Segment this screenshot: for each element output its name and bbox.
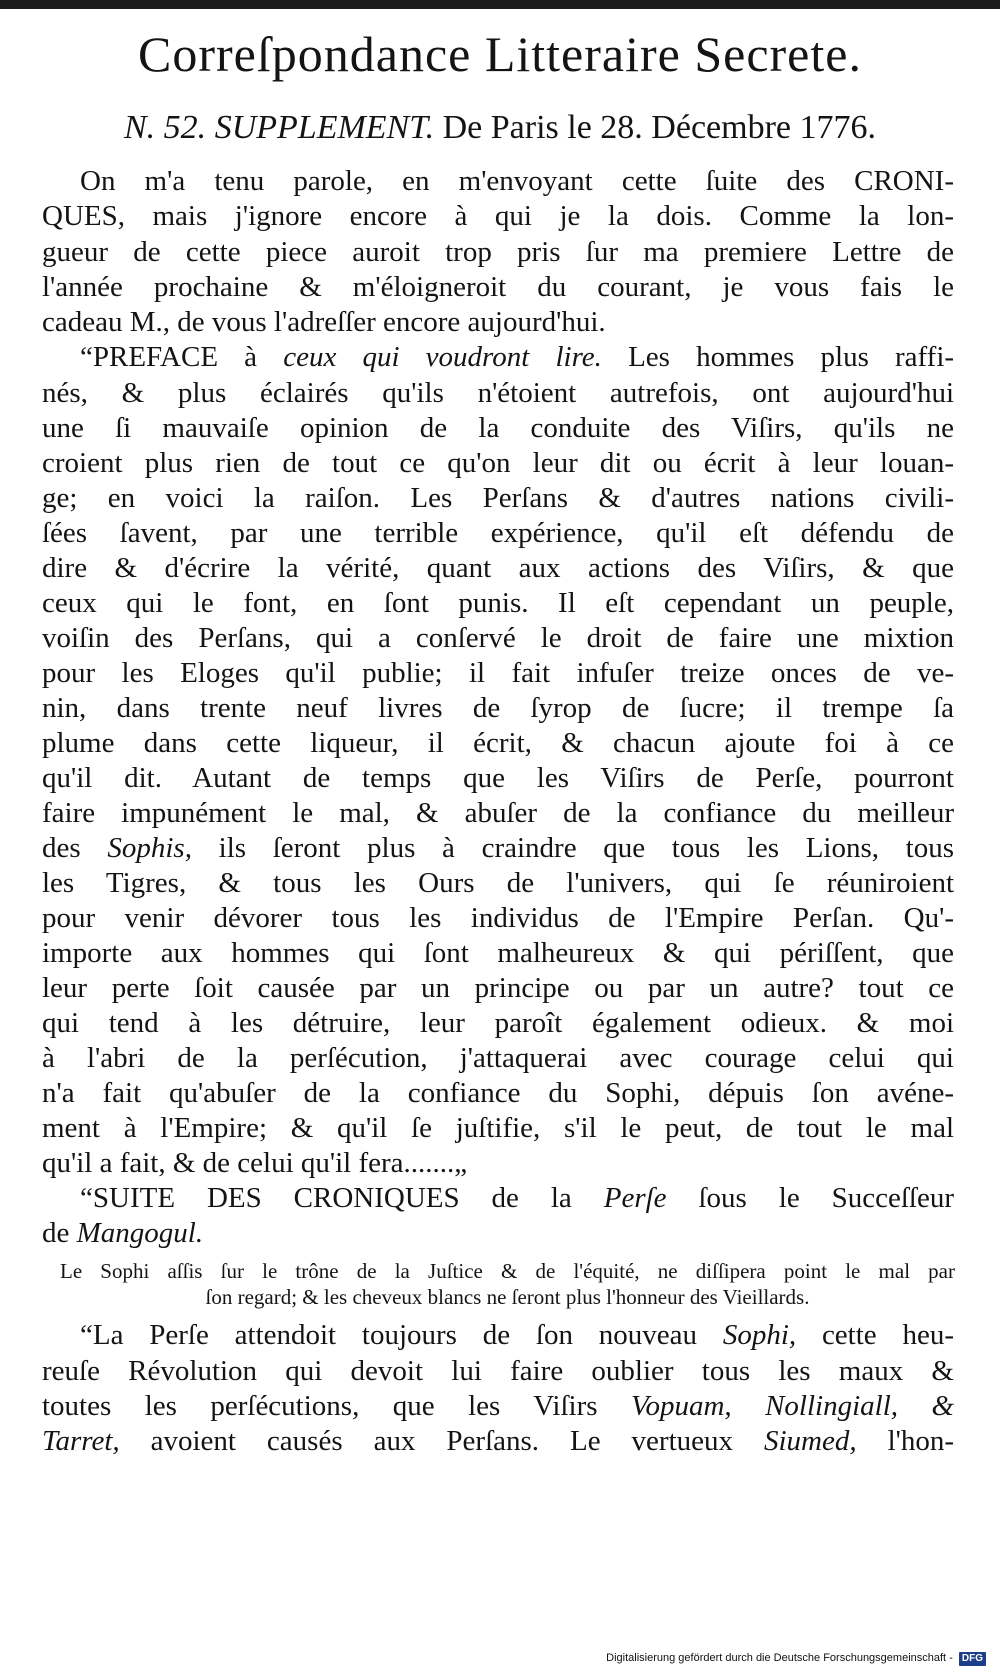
text-line: ge; en voici la raiſon. Les Perſans & d'autres nations civili- (42, 482, 954, 514)
text-line: une ſi mauvaiſe opinion de la conduite des Viſirs, qu'ils ne (42, 412, 954, 444)
text-line: pour les Eloges qu'il publie; il fait infuſer treize onces de ve- (42, 657, 954, 689)
page-title: Correſpondance Litteraire Secrete. (138, 26, 862, 82)
text-line: importe aux hommes qui ſont malheureux & qui périſſent, que (42, 937, 954, 969)
text-line (42, 1424, 954, 1458)
text-fragment: des (42, 832, 81, 864)
text-line: l'année prochaine & m'éloigneroit du courant, je vous fais le (42, 271, 954, 303)
preface-heading: “PREFACE à (80, 341, 258, 373)
text-fragment: cette heu- (821, 1319, 954, 1351)
text-line: dire & d'écrire la vérité, quant aux actions des Viſirs, & que (42, 552, 954, 584)
text-line: ment à l'Empire; & qu'il ſe juſtifie, s'il le peut, de tout le mal (42, 1112, 954, 1144)
text-line: On m'a tenu parole, en m'envoyant cette ſuite des CRONI- (80, 165, 954, 197)
text-line: qui tend à les détruire, leur paroît également odieux. & moi (42, 1007, 954, 1039)
text-line: n'a fait qu'abuſer de la confiance du Sophi, dépuis ſon avéne- (42, 1077, 954, 1109)
suite-heading-line (80, 1181, 954, 1215)
issue-subheading (60, 108, 940, 148)
credit-text: Digitalisierung gefördert durch die Deutsche Forschungsgemeinschaft - (606, 1652, 953, 1664)
text-line: QUES, mais j'ignore encore à qui je la dois. Comme la lon- (42, 200, 954, 232)
text-line: les Tigres, & tous les Ours de l'univers, qui ſe réuniroient (42, 867, 954, 899)
suite-heading: “SUITE DES CRONIQUES de la (80, 1182, 572, 1214)
text-fragment: “La Perſe attendoit toujours de ſon nouveau (80, 1319, 698, 1351)
preface-heading-line (80, 340, 954, 374)
visirs-names-italic: Vopuam, Nollingiall, & (630, 1390, 954, 1422)
text-line: faire impunément le mal, & abuſer de la confiance du meilleur (42, 797, 954, 829)
text-fragment: Les hommes plus raffi- (628, 341, 954, 373)
text-line (80, 1318, 954, 1352)
text-line: croient plus rien de tout ce qu'on leur dit ou écrit à leur louan- (42, 447, 954, 479)
mangogul-italic: Mangogul. (76, 1217, 204, 1249)
text-line: nin, dans trente neuf livres de ſyrop de ſucre; il trempe ſa (42, 692, 954, 724)
text-line: cadeau M., de vous l'adreſſer encore aujourd'hui. (42, 306, 606, 338)
issue-number: N. 52. (124, 109, 207, 146)
siumed-italic: Siumed, (763, 1425, 857, 1457)
text-fragment: avoient causés aux Perſans. Le vertueux (150, 1425, 733, 1457)
tarret-italic: Tarret, (42, 1425, 120, 1457)
text-line: ceux qui le font, en ſont punis. Il eſt cependant un peuple, (42, 587, 954, 619)
supplement-label: SUPPLEMENT. (214, 109, 435, 146)
sophi-italic: Sophi, (722, 1319, 797, 1351)
text-line (42, 1216, 954, 1250)
text-line: plume dans cette liqueur, il écrit, & chacun ajoute foi à ce (42, 727, 954, 759)
text-fragment: toutes les perſécutions, que les Viſirs (42, 1390, 598, 1422)
text-line: gueur de cette piece auroit trop pris ſur ma premiere Lettre de (42, 236, 954, 268)
epigraph-line: Le Sophi aſſis ſur le trône de la Juſtice & de l'équité, ne diſſipera point le mal par (60, 1259, 955, 1283)
text-line: voiſin des Perſans, qui a conſervé le droit de faire une mixtion (42, 622, 954, 654)
text-fragment: ſous le Succeſſeur (698, 1182, 954, 1214)
preface-heading-italic: ceux qui voudront lire. (283, 341, 602, 373)
text-fragment: ils ſeront plus à craindre que tous les Lions, tous (218, 832, 954, 864)
text-line: ſées ſavent, par une terrible expérience, qu'il eſt défendu de (42, 517, 954, 549)
text-fragment: de (42, 1217, 70, 1249)
dfg-logo: DFG (959, 1652, 986, 1666)
epigraph-line: ſon regard; & les cheveux blancs ne ſeront plus l'honneur des Vieillards. (205, 1285, 810, 1309)
text-line: reuſe Révolution qui devoit lui faire oublier tous les maux & (42, 1355, 954, 1387)
dateline: De Paris le 28. Décembre 1776. (442, 109, 876, 146)
digitization-credit (606, 1651, 986, 1666)
text-line: pour venir dévorer tous les individus de l'Empire Perſan. Qu'- (42, 902, 954, 934)
text-line (42, 831, 954, 865)
suite-heading-italic: Perſe (603, 1182, 667, 1214)
text-line: à l'abri de la perſécution, j'attaquerai avec courage celui qui (42, 1042, 954, 1074)
text-line: qu'il dit. Autant de temps que les Viſirs de Perſe, pourront (42, 762, 954, 794)
text-line: leur perte ſoit causée par un principe ou par un autre? tout ce (42, 972, 954, 1004)
sophis-italic: Sophis, (107, 832, 192, 864)
text-line (42, 1389, 954, 1423)
text-fragment: l'hon- (887, 1425, 954, 1457)
text-line: qu'il a fait, & de celui qu'il fera.......„ (42, 1147, 468, 1179)
text-line: nés, & plus éclairés qu'ils n'étoient autrefois, ont aujourd'hui (42, 377, 954, 409)
